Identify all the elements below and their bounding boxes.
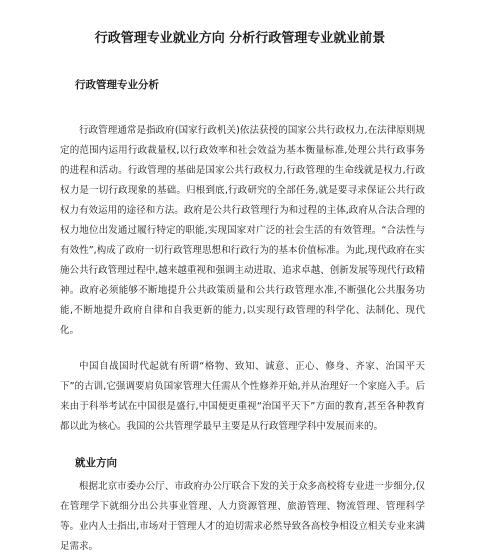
section-heading-career-direction: 就业方向 <box>75 457 117 469</box>
section-heading-major-analysis: 行政管理专业分析 <box>75 79 159 91</box>
article-title: 行政管理专业就业方向 分析行政管理专业就业前景 <box>94 31 386 46</box>
article-paragraph: 行政管理通常是指政府(国家行政机关)依法获授的国家公共行政权力,在法律原则规定的范围内运用行政裁量权,以行政效率和社会效益为基本衡量标准,处理公共行政事务的进程和活动。行政管理的基础是国家公共行政权力,行政管理的生命线就是权力,行政权力是一切行政现象的基础。归根到底,行政研究的全部任务,就是要寻求保证公共行政权力有效运用的途径和方法。政府是公共行政管理行为和过程的主体,政府从合法合理的权力地位出发通过履行特定的职能,实现国家对广泛的社会生活的有效管理。“合法性与有效性”,构成了政府一切行政管理思想和行政行为的基本价值标准。为此,现代政府在实施公共行政管理过程中,越来越重视和强调主动进取、追求卓越、创新发展等现代行政精神。政府必须能够不断地提升公共政策质量和公共行政管理水准,不断强化公共服务功能,不断地提升政府自律和自我更新的能力,以实现行政管理的科学化、法制化、现代化。 <box>60 125 425 336</box>
article-paragraph: 根据北京市委办公厅、市政府办公厅联合下发的关于众多高校将专业进一步细分,仅在管理学下就细分出公共事业管理、人力资源管理、旅游管理、物流管理、管理科学等。业内人士指出,市场对于管理人才的迫切需求必然导致各高校争相设立相关专业来满足需求。 <box>60 481 425 552</box>
article-paragraph: 中国自战国时代起就有所谓“格物、致知、诚意、正心、修身、齐家、治国平天下”的古训,它强调要肩负国家管理大任需从个性修养开始,并从治理好一个家庭入手。后来由于科举考试在中国很是盛行,中国便更重视“治国平天下”方面的教育,甚至各种教育都以此为核心。我国的公共管理学最早主要是从行政管理学科中发展而来的。 <box>60 361 425 432</box>
